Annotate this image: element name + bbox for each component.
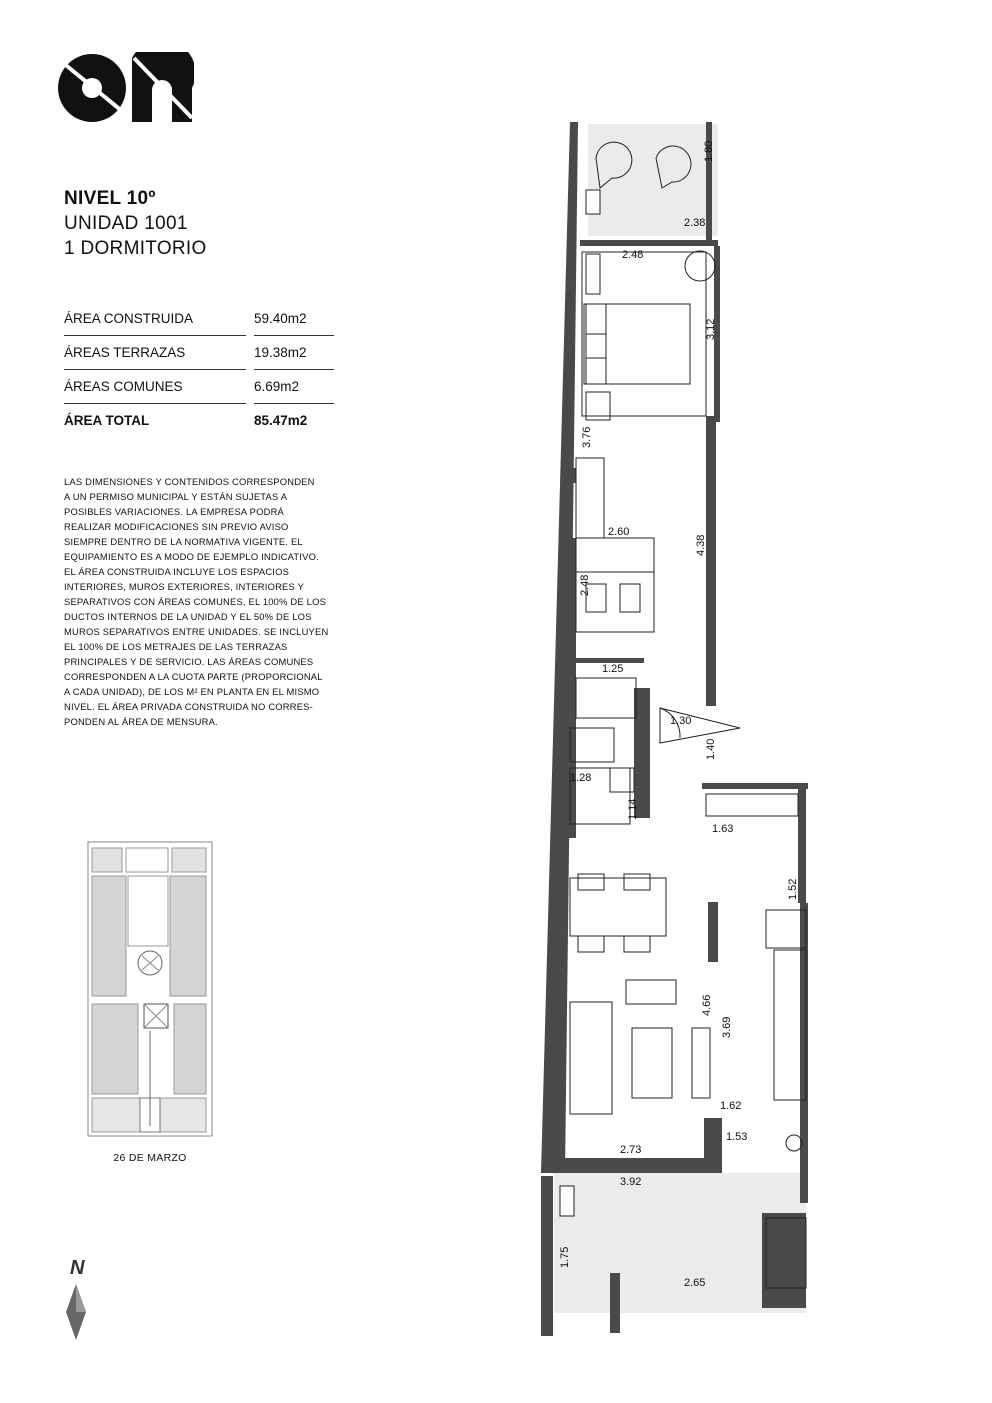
dim-living-width: 2.73 [620,1144,642,1156]
disclaimer-text [64,474,339,729]
street-caption: 26 DE MARZO [113,1152,187,1164]
disclaimer-line: PONDEN AL ÁREA DE MENSURA. [64,716,218,727]
dim-kitchen-door: 1.52 [787,878,799,900]
dim-kitchen-width: 1.62 [720,1100,742,1112]
dim-service-bath-depth: 1.14 [627,798,639,820]
dim-bath-depth: 2.48 [579,574,591,596]
disclaimer-line: PRINCIPALES Y DE SERVICIO. LAS ÁREAS COMUNES [64,656,314,667]
disclaimer-line: A UN PERMISO MUNICIPAL Y ESTÁN SUJETAS A [64,491,288,502]
key-plan [70,826,230,1148]
dim-terrace-inner-width: 2.65 [684,1277,706,1289]
area-value: 6.69m2 [254,379,300,394]
dim-closet-depth: 3.76 [581,426,593,448]
unit-title-block [64,186,207,261]
area-value: 19.38m2 [254,345,307,360]
dim-balcony-height: 1.80 [703,140,715,162]
dim-terrace-width: 3.92 [620,1176,642,1188]
dim-terrace-depth: 1.75 [559,1246,571,1268]
area-value: 59.40m2 [254,311,307,326]
disclaimer-line: SIEMPRE DENTRO DE LA NORMATIVA VIGENTE. EL [64,536,303,547]
area-row-common [64,370,334,404]
dim-service-bath-width: 1.28 [570,772,592,784]
disclaimer-line: CORRESPONDEN A LA CUOTA PARTE (PROPORCIONAL [64,671,323,682]
disclaimer-line: MUROS SEPARATIVOS ENTRE UNIDADES. SE INCLUYEN [64,626,329,637]
area-value: 85.47m2 [254,413,308,428]
bedrooms-title: 1 DORMITORIO [64,238,207,259]
unit-title: UNIDAD 1001 [64,213,188,234]
dim-living-depth: 4.66 [701,994,713,1016]
disclaimer-line: NIVEL. EL ÁREA PRIVADA CONSTRUIDA NO CORRES- [64,701,313,712]
north-arrow-icon [60,1254,96,1344]
area-row-total [64,404,334,437]
areas-table [64,302,334,437]
disclaimer-line: A CADA UNIDAD), DE LOS M² EN PLANTA EN EL MISMO [64,686,320,697]
area-row-terraces [64,336,334,370]
disclaimer-line: REALIZAR MODIFICACIONES SIN PREVIO AVISO [64,521,289,532]
disclaimer-line: INTERIORES, MUROS EXTERIORES, INTERIORES Y [64,581,305,592]
level-title: NIVEL 10º [64,188,156,209]
disclaimer-line: EL ÁREA CONSTRUIDA INCLUYE LOS ESPACIOS [64,566,290,577]
floor-plan [530,118,830,1343]
area-row-built [64,302,334,336]
dim-laundry-width: 1.25 [602,663,624,675]
dim-bath-width: 2.60 [608,526,630,538]
disclaimer-line: SEPARATIVOS CON ÁREAS COMUNES, EL 100% DE LOS [64,596,327,607]
dim-bedroom-depth: 3.12 [705,318,717,340]
disclaimer-line: POSIBLES VARIACIONES. LA EMPRESA PODRÁ [64,506,284,517]
brand-logo [58,52,194,124]
dim-kitchen-hall-width: 1.63 [712,823,734,835]
disclaimer-line: EQUIPAMIENTO ES A MODO DE EJEMPLO INDICATIVO. [64,551,319,562]
north-label: N [70,1257,85,1279]
disclaimer-line: DUCTOS INTERNOS DE LA UNIDAD Y EL 50% DE LOS [64,611,312,622]
disclaimer-line: LAS DIMENSIONES Y CONTENIDOS CORRESPONDEN [64,476,315,487]
disclaimer-line: EL 100% DE LOS METRAJES DE LAS TERRAZAS [64,641,288,652]
dim-entry-width: 1.30 [670,715,692,727]
dim-bedroom-width: 2.48 [622,249,644,261]
dim-balcony-width: 2.38 [684,217,706,229]
area-label: ÁREAS TERRAZAS [64,345,186,360]
dim-entry-depth: 1.40 [705,738,717,760]
compass [60,1254,96,1344]
dim-hall-depth: 4.38 [695,534,707,556]
area-label: ÁREAS COMUNES [64,379,183,394]
area-label: ÁREA TOTAL [64,413,150,428]
area-label: ÁREA CONSTRUIDA [64,311,194,326]
dim-service-terrace-width: 1.53 [726,1131,748,1143]
dim-kitchen-depth: 3.69 [721,1016,733,1038]
